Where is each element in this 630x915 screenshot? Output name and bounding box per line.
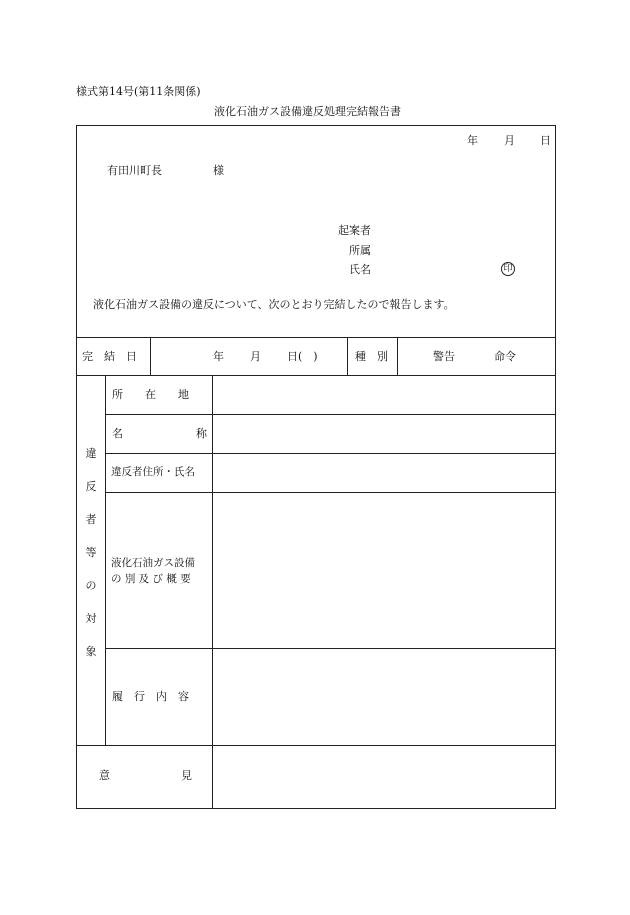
completion-row-bottom — [76, 375, 556, 376]
completion-year: 年 — [213, 350, 224, 363]
side-char: の — [85, 579, 97, 592]
affiliation-label: 所属 — [349, 244, 371, 257]
target-label-divider — [212, 375, 213, 809]
date-month: 月 — [504, 134, 515, 147]
frame-bottom — [76, 808, 556, 809]
equipment-label-line2: の 別 及 び 概 要 — [111, 573, 191, 585]
row-line-1 — [105, 414, 556, 415]
frame-left — [76, 125, 77, 809]
completion-divider-1 — [150, 337, 151, 375]
side-char: 違 — [85, 447, 97, 460]
honorific: 様 — [213, 164, 224, 177]
side-char: 者 — [85, 513, 97, 526]
execution-label: 履 行 内 容 — [112, 690, 189, 703]
seal-icon: 印 — [501, 262, 515, 276]
target-side-divider — [105, 375, 106, 745]
side-char: 象 — [85, 645, 97, 658]
type-label: 種 別 — [355, 350, 388, 363]
equipment-label-line1: 液化石油ガス設備 — [111, 557, 195, 569]
side-char: 対 — [85, 612, 97, 625]
row-line-4 — [105, 648, 556, 649]
statement: 液化石油ガス設備の違反について、次のとおり完結したので報告します。 — [93, 298, 455, 311]
side-char: 等 — [85, 546, 97, 559]
location-label: 所 在 地 — [112, 388, 189, 401]
frame-top — [76, 125, 556, 126]
completion-month: 月 — [250, 350, 261, 363]
date-year: 年 — [467, 134, 478, 147]
drafter-label: 起案者 — [338, 224, 371, 237]
addressee: 有田川町長 — [107, 164, 162, 177]
row-line-3 — [105, 492, 556, 493]
opinion-row-top — [76, 745, 556, 746]
violator-label: 違反者住所・氏名 — [111, 466, 195, 478]
row-line-2 — [105, 453, 556, 454]
completion-divider-3 — [397, 337, 398, 375]
page-title: 液化石油ガス設備違反処理完結報告書 — [214, 105, 401, 118]
date-day: 日 — [540, 134, 551, 147]
completion-row-top — [76, 337, 556, 338]
completion-divider-2 — [347, 337, 348, 375]
opinion-label-left: 意 — [99, 769, 110, 782]
completion-day: 日( ) — [287, 350, 318, 363]
target-side-label — [84, 448, 98, 657]
completion-date-label: 完 結 日 — [82, 350, 137, 363]
type-option-order: 命令 — [494, 350, 516, 363]
name-label: 氏名 — [349, 263, 371, 276]
opinion-label-right: 見 — [181, 769, 192, 782]
side-char: 反 — [85, 480, 97, 493]
type-option-warning: 警告 — [433, 350, 455, 363]
form-number: 様式第14号(第11条関係) — [76, 85, 201, 98]
name-row-label-right: 称 — [196, 427, 207, 440]
frame-right — [555, 125, 556, 809]
name-row-label-left: 名 — [112, 427, 123, 440]
